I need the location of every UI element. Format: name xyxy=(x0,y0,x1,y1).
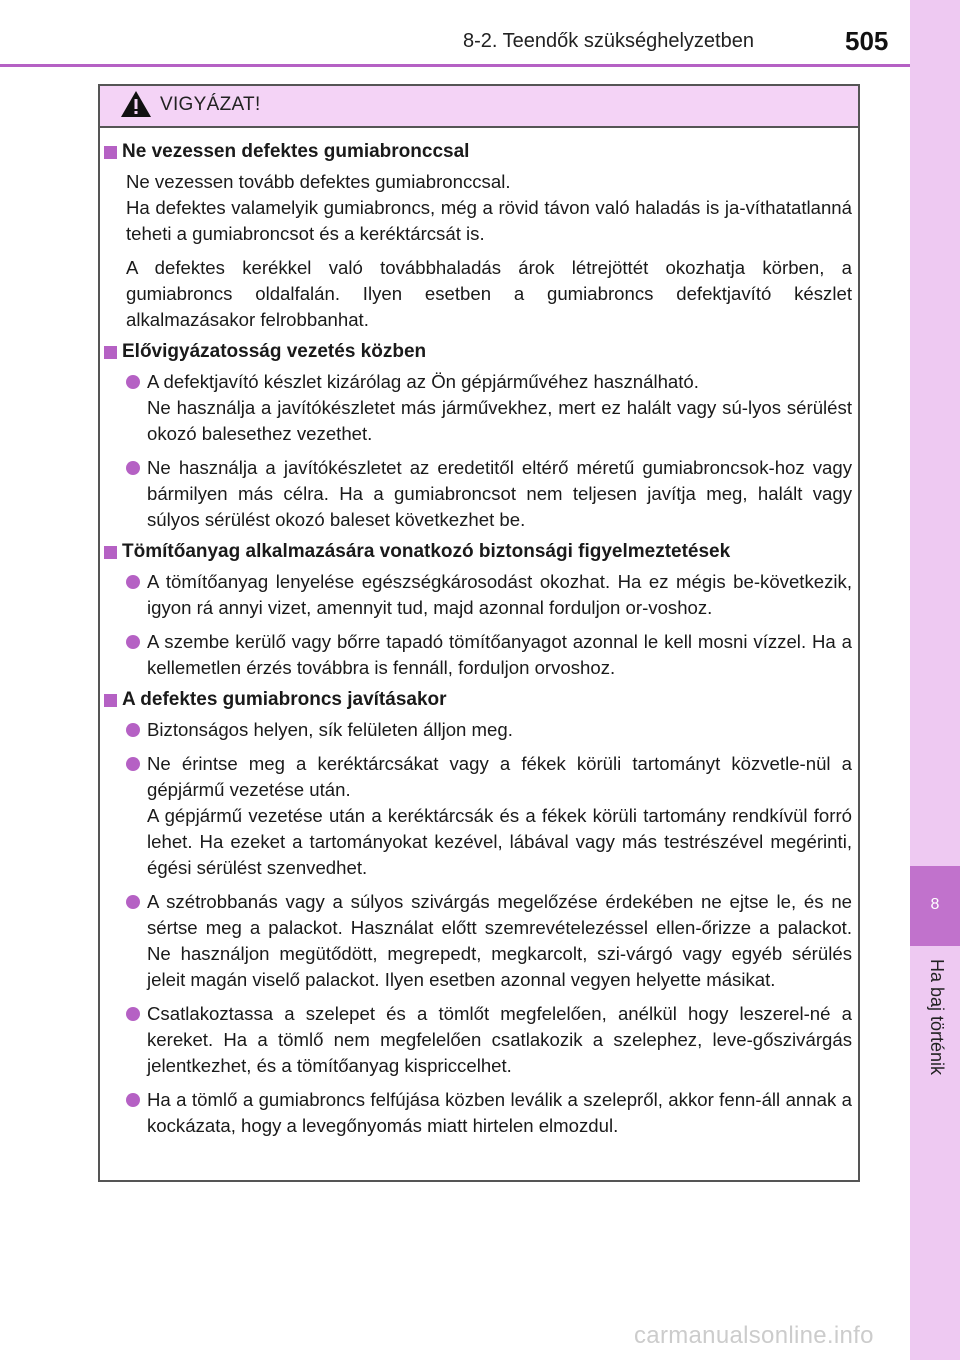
section-heading-text: Elővigyázatosság vezetés közben xyxy=(122,341,427,362)
square-bullet-icon xyxy=(104,546,117,559)
square-bullet-icon xyxy=(104,694,117,707)
circle-bullet-icon xyxy=(126,461,140,475)
circle-bullet-icon xyxy=(126,895,140,909)
bullet-text: Ne használja a javítókészletet más járművekhez, mert ez halált vagy sú-lyos sérülést okozó balesethez vezethet. xyxy=(147,397,852,444)
bullet-item xyxy=(126,889,852,993)
chapter-title: Ha baj történik xyxy=(927,958,947,1076)
bullet-text: A szembe kerülő vagy bőrre tapadó tömítőanyagot azonnal le kell mosni vízzel. Ha a kellemetlen érzés továbbra is fennáll, forduljon orvoshoz. xyxy=(147,631,852,678)
circle-bullet-icon xyxy=(126,723,140,737)
chapter-number: 8 xyxy=(930,896,940,913)
paragraph-line: Ne vezessen tovább defektes gumiabronccsal. xyxy=(126,171,511,192)
circle-bullet-icon xyxy=(126,1007,140,1021)
warning-label: VIGYÁZAT! xyxy=(160,94,261,115)
bullet-text: A gépjármű vezetése után a keréktárcsák és a fékek körüli tartomány rendkívül forró lehet. Ha ezeket a tartományokat kezével, lábával vagy más testrészével megérinti, égési sérülést szenvedhet. xyxy=(147,805,852,878)
bullet-item xyxy=(126,455,852,533)
section-heading xyxy=(104,689,852,711)
bullet-item xyxy=(126,1001,852,1079)
page-number: 505 xyxy=(845,26,889,56)
bullet-item xyxy=(126,751,852,881)
bullet-text: Ne érintse meg a keréktárcsákat vagy a fékek körüli tartományt közvetle-nül a gépjármű vezetése után. xyxy=(147,753,852,800)
square-bullet-icon xyxy=(104,346,117,359)
warning-content xyxy=(104,141,852,1147)
chapter-side-tab xyxy=(910,0,960,1360)
section-heading xyxy=(104,141,852,163)
section-title: 8-2. Teendők szükséghelyzetben xyxy=(463,30,754,52)
warning-triangle-icon xyxy=(120,90,152,118)
section-heading-text: Tömítőanyag alkalmazására vonatkozó biztonsági figyelmeztetések xyxy=(122,541,731,562)
section-heading xyxy=(104,541,852,563)
paragraph-line: Ha defektes valamelyik gumiabroncs, még a rövid távon való haladás is ja-víthatatlanná teheti a gumiabroncsot és a keréktárcsát is. xyxy=(126,197,852,244)
section-heading-text: A defektes gumiabroncs javításakor xyxy=(122,689,447,710)
bullet-item xyxy=(126,369,852,447)
circle-bullet-icon xyxy=(126,1093,140,1107)
bullet-text: A defektjavító készlet kizárólag az Ön gépjárművéhez használható. xyxy=(147,371,699,392)
bullet-text: Biztonságos helyen, sík felületen álljon meg. xyxy=(147,719,513,740)
warning-box xyxy=(98,84,860,1182)
bullet-text: Csatlakoztassa a szelepet és a tömlőt megfelelően, anélkül hogy leszerel-né a kereket. Ha a tömlő nem megfelelően csatlakozik a szelephez, leve-gőszivárgás jelentkezhet, és a tömítőanyag kispriccelhet. xyxy=(147,1003,852,1076)
bullet-item xyxy=(126,717,852,743)
circle-bullet-icon xyxy=(126,757,140,771)
bullet-text: A tömítőanyag lenyelése egészségkárosodást okozhat. Ha ez mégis be-következik, igyon rá annyi vizet, amennyit tud, majd azonnal forduljon or-voshoz. xyxy=(147,571,852,618)
bullet-text: Ha a tömlő a gumiabroncs felfújása közben leválik a szelepről, akkor fenn-áll annak a kockázata, hogy a levegőnyomás miatt hirtelen elmozdul. xyxy=(147,1089,852,1136)
bullet-item xyxy=(126,569,852,621)
circle-bullet-icon xyxy=(126,375,140,389)
paragraph xyxy=(126,169,852,247)
bullet-text: Ne használja a javítókészletet az eredetitől eltérő méretű gumiabroncsok-hoz vagy bármilyen más célra. Ha a gumiabroncsot nem teljesen javítja meg, halált vagy súlyos sérülést okozó baleset következhet be. xyxy=(147,457,852,530)
bullet-item xyxy=(126,629,852,681)
warning-header xyxy=(100,86,858,128)
bullet-text: A szétrobbanás vagy a súlyos szivárgás megelőzése érdekében ne ejtse le, és ne sértse meg a palackot. Használat előtt szemrevételezéssel ellen-őrizze a palackot. Ne használjon megütődött, megrepedt, megkarcolt, szi-várgó vagy egyéb sérülés jeleit magán viselő palackot. Ilyen esetben azonnal vegyen helyette másikat. xyxy=(147,891,852,990)
watermark: carmanualsonline.info xyxy=(634,1322,874,1349)
square-bullet-icon xyxy=(104,146,117,159)
circle-bullet-icon xyxy=(126,575,140,589)
header-divider xyxy=(0,64,910,67)
paragraph xyxy=(126,255,852,333)
page-header xyxy=(0,0,910,64)
circle-bullet-icon xyxy=(126,635,140,649)
section-heading xyxy=(104,341,852,363)
bullet-item xyxy=(126,1087,852,1139)
paragraph-line: A defektes kerékkel való továbbhaladás árok létrejöttét okozhatja körben, a gumiabroncs oldalfalán. Ilyen esetben a gumiabroncs defektjavító készlet alkalmazásakor felrobbanhat. xyxy=(126,257,852,330)
section-heading-text: Ne vezessen defektes gumiabronccsal xyxy=(122,141,470,162)
